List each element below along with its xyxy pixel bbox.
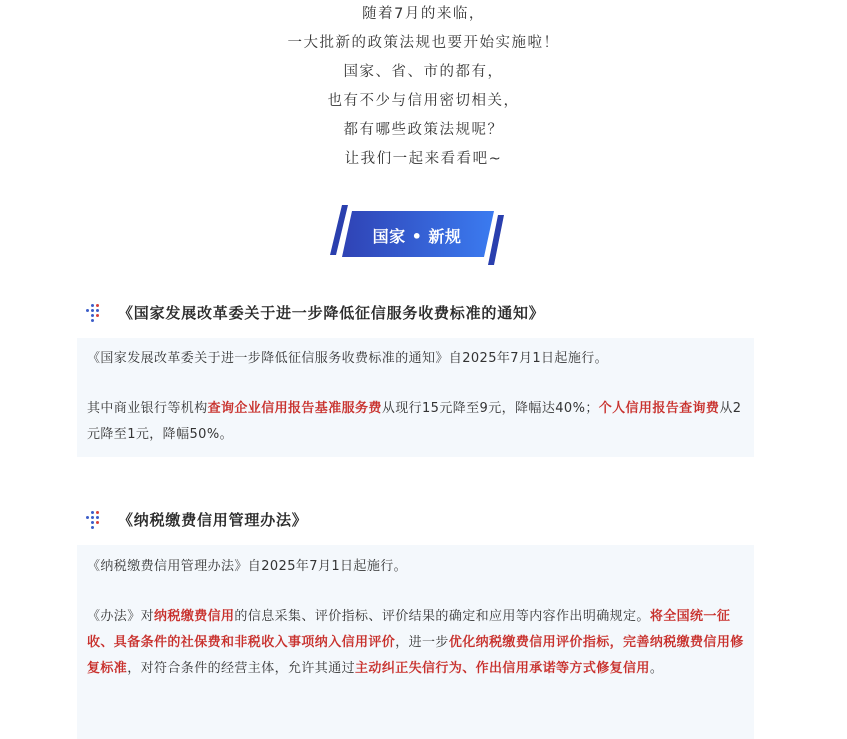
section-content-2 [77,545,754,739]
section-content-1 [77,338,754,457]
plain-text: ，对符合条件的经营主体，允许其通过 [127,661,356,676]
section-heading-2 [86,507,308,531]
plain-text: 从现行15元降至9元，降幅达40%； [381,401,599,416]
intro-line-4: 也有不少与信用密切相关， [327,93,520,109]
plain-text: 的信息采集、评价指标、评价结果的确定和应用等内容作出明确规定。 [234,609,650,624]
plain-text: 《办法》对 [87,609,155,624]
intro-line-6: 让我们一起来看看吧~ [344,151,503,167]
intro-line-3: 国家、省、市的都有， [343,64,504,80]
plain-text: ，进一步 [395,635,449,650]
section-heading-text: 《纳税缴费信用管理办法》 [118,510,308,529]
section-paragraph-2 [87,396,744,448]
intro-line-2: 一大批新的政策法规也要开始实施啦！ [287,35,560,51]
section-paragraph-1: 《纳税缴费信用管理办法》自2025年7月1日起施行。 [87,559,408,574]
section-paragraph-2 [87,604,744,682]
plain-text: 其中商业银行等机构 [87,401,208,416]
dots-grid-icon [86,510,102,528]
highlight-text: 查询企业信用报告基准服务费 [207,401,382,416]
section-banner [328,205,508,267]
banner-title: 国家 • 新规 [372,227,462,246]
highlight-text: 个人信用报告查询费 [598,401,720,416]
dots-grid-icon [86,303,102,321]
intro-line-1: 随着7月的来临， [362,6,485,22]
intro-text [0,0,847,174]
plain-text: 从2元降至1元，降幅50%。 [87,401,742,442]
highlight-text: 主动纠正失信行为、作出信用承诺等方式修复信用 [355,661,650,676]
section-heading-1 [86,300,545,324]
highlight-text: 将全国统一征收、具备条件的社保费和非税收入事项纳入信用评价 [87,609,731,650]
highlight-text: 纳税缴费信用 [154,609,235,624]
plain-text: 。 [649,661,664,676]
intro-line-5: 都有哪些政策法规呢？ [343,122,504,138]
section-paragraph-1: 《国家发展改革委关于进一步降低征信服务收费标准的通知》自2025年7月1日起施行。 [87,351,609,366]
highlight-text: 优化纳税缴费信用评价指标，完善纳税缴费信用修复标准 [87,635,744,676]
section-heading-text: 《国家发展改革委关于进一步降低征信服务收费标准的通知》 [118,303,545,322]
